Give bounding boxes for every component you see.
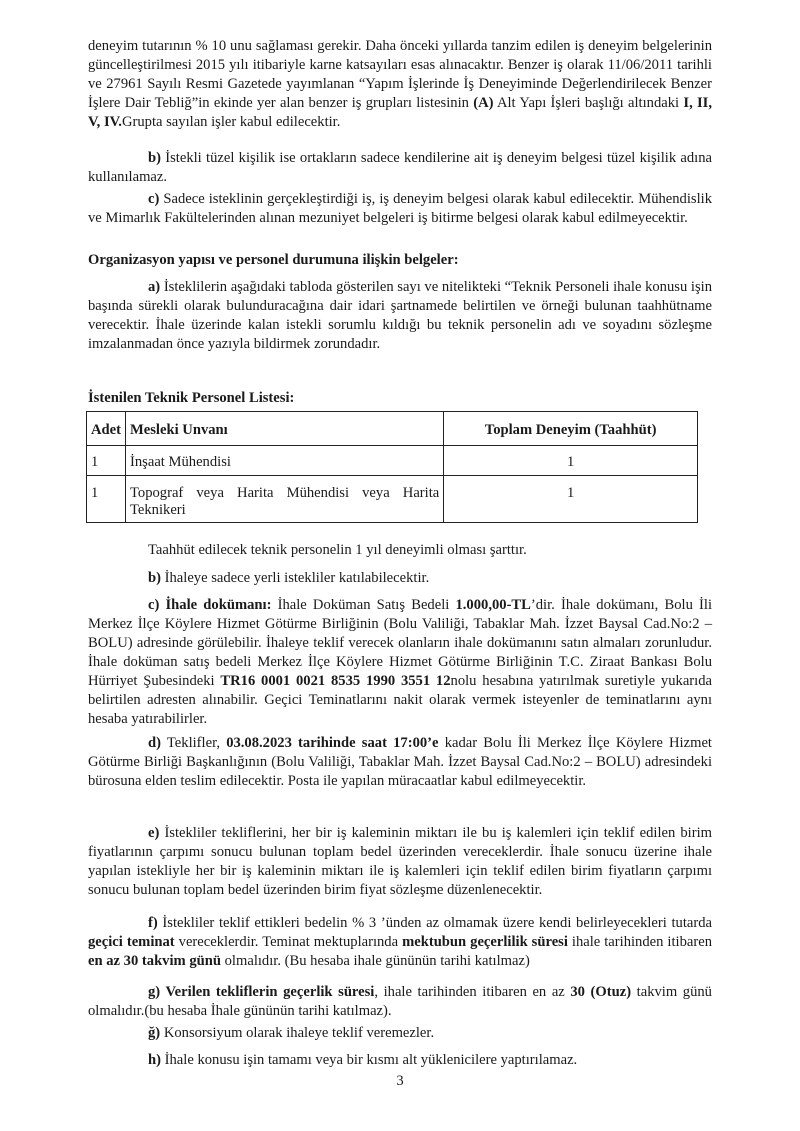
bold-text: mektubun geçerlilik süresi: [402, 934, 568, 950]
bold-text: (A): [473, 95, 494, 111]
section-heading-organization: Organizasyon yapısı ve personel durumuna ilişkin belgeler:: [88, 252, 459, 268]
paragraph-b-domestic: [88, 569, 712, 588]
text: İstekli tüzel kişilik ise ortakların sadece kendilerine ait iş deneyim belgesi tüzel kişilik adına kullanılamaz.: [88, 150, 712, 185]
text: ihale tarihinden itibaren: [567, 934, 712, 950]
item-marker: b): [148, 150, 161, 166]
text: Grupta sayılan işler kabul edilecektir.: [121, 114, 341, 130]
text: Teklifler,: [160, 735, 227, 751]
text: Alt Yapı İşleri başlığı altındaki: [493, 95, 684, 111]
item-marker: c): [148, 191, 160, 207]
bold-text: 03.08.2023 tarihinde saat 17:00’e: [226, 735, 439, 751]
paragraph-h-subcontract: [88, 1051, 712, 1070]
text: İstekliler tekliflerini, her bir iş kaleminin miktarı ile bu iş kalemleri için teklif edilen birim fiyatlarının çarpımı sonucu bulunan toplam bedel üzerinden vereceklerdir. İhale sonucu üzerine ihale yapılan istekliyle her bir iş kaleminin miktarı ile iş kalemleri için teklif edilen birim fiyatların çarpımı sonucu bulunan toplam bedel üzerinden birim fiyat sözleşme düzenlenecektir.: [88, 825, 712, 898]
paragraph-f-guarantee: [88, 914, 712, 971]
section-heading-personnel-list: İstenilen Teknik Personel Listesi:: [88, 390, 295, 406]
item-marker: h): [148, 1052, 161, 1068]
table-row: [87, 446, 698, 476]
text: olmalıdır. (Bu hesaba ihale gününün tarihi katılmaz): [220, 953, 530, 969]
text: Sadece isteklinin gerçekleştirdiği iş, iş deneyim belgesi olarak kabul edilecektir. Mühendislik ve Mimarlık Fakültelerinden alınan mezuniyet belgeleri iş bitirme belgesi olarak kabul edilmeyecektir.: [88, 191, 712, 226]
paragraph-d-submission: [88, 734, 712, 791]
paragraph-e-unit-price: [88, 824, 712, 900]
item-marker: f): [148, 915, 158, 931]
table-header-row: [87, 412, 698, 446]
item-marker: c) İhale dokümanı:: [148, 597, 272, 613]
text: kadar Bolu İli Merkez İlçe Köylere Hizmet Götürme Birliği Başkanlığının (Bolu Valiliği, Tabaklar Mah. İzzet Baysal Cad.No:2 – BOLU) adresindeki bürosuna elden teslim edilecektir. Posta ile yapılan müracaatlar kabul edilmeyecektir.: [88, 735, 712, 789]
text: vereceklerdir. Teminat mektuplarında: [174, 934, 403, 950]
bold-text: I, II, V, IV.: [88, 95, 713, 130]
paragraph-g-validity: [88, 983, 712, 1021]
header-toplam-deneyim: Toplam Deneyim (Taahhüt): [444, 412, 698, 446]
bold-text: 1.000,00-TL: [455, 597, 531, 613]
bold-text: en az 30 takvim günü: [88, 953, 221, 969]
paragraph-similar-work: [88, 37, 712, 132]
text: nolu hesabına yatırılmak suretiyle yukarıda belirtilen adresten alınabilir. Geçici Teminatlarını nakit olarak vermek isteyenler de teminatlarını aynı hesaba yatırabilirler.: [88, 673, 712, 727]
text: İhale Doküman Satış Bedeli: [271, 597, 456, 613]
paragraph-c-tender-document: [88, 596, 712, 729]
item-marker: b): [148, 570, 161, 586]
header-mesleki-unvani: Mesleki Unvanı: [126, 412, 444, 446]
paragraph-b-legal-entity: [88, 149, 712, 187]
cell-deneyim: 1: [444, 476, 698, 523]
text: İsteklilerin aşağıdaki tabloda gösterilen sayı ve nitelikteki “Teknik Personeli ihale konusu işin başında sürekli olarak bulunduracağına dair idari şartnamede belirtilen ve örneği bulunan taahhütname verecektir. İhale üzerinde kalan istekli sorumlu kıldığı bu teknik personelin adı ve soyadını sözleşme imzalanmadan önce yazıyla bildirmek zorundadır.: [88, 279, 712, 352]
personnel-table: [86, 411, 698, 523]
item-marker: d): [148, 735, 161, 751]
paragraph-c-experience: [88, 190, 712, 228]
paragraph-a-technical-staff: [88, 278, 712, 354]
bold-text: TR16 0001 0021 8535 1990 3551 12: [220, 673, 451, 689]
bold-text: 30 (Otuz): [570, 984, 632, 1000]
cell-adet: 1: [87, 446, 126, 476]
paragraph-experience-requirement: Taahhüt edilecek teknik personelin 1 yıl deneyimli olması şarttır.: [148, 542, 527, 558]
table-row: [87, 476, 698, 523]
page-number: 3: [396, 1073, 404, 1089]
text: İhaleye sadece yerli istekliler katılabilecektir.: [160, 570, 430, 586]
cell-unvan: Topograf veya Harita Mühendisi veya Harita Teknikeri: [126, 476, 444, 523]
cell-deneyim: 1: [444, 446, 698, 476]
text: ’dir. İhale dokümanı, Bolu İli Merkez İlçe Köylere Hizmet Götürme Birliğinin (Bolu Valiliği, Tabaklar Mah. İzzet Baysal Cad.No:2 – BOLU) adresinde görülebilir. İhaleye teklif verecek olanların ihale dokümanını satın almaları zorunludur. İhale doküman satış bedeli Merkez İlçe Köylere Hizmet Götürme Birliğinin T.C. Ziraat Bankası Bolu Hürriyet Şubesindeki: [88, 597, 713, 689]
cell-unvan: İnşaat Mühendisi: [126, 446, 444, 476]
item-marker: g) Verilen tekliflerin geçerlik süresi: [148, 984, 375, 1000]
paragraph-gh-consortium: [88, 1024, 712, 1043]
header-adet: Adet: [87, 412, 126, 446]
text: , ihale tarihinden itibaren en az: [374, 984, 571, 1000]
text: takvim günü olmalıdır.(bu hesaba İhale gününün tarihi katılmaz).: [88, 984, 712, 1019]
item-marker: ğ): [148, 1025, 161, 1041]
text: İhale konusu işin tamamı veya bir kısmı alt yüklenicilere yaptırılamaz.: [160, 1052, 578, 1068]
item-marker: a): [148, 279, 161, 295]
text: İstekliler teklif ettikleri bedelin % 3 ’ünden az olmamak üzere kendi belirleyecekleri tutarda: [157, 915, 712, 931]
text: Konsorsiyum olarak ihaleye teklif veremezler.: [160, 1025, 435, 1041]
text: deneyim tutarının % 10 unu sağlaması gerekir. Daha önceki yıllarda tanzim edilen iş deneyim belgelerinin güncelleştirilmesi 2015 yılı itibariyle karne katsayıları esas alınacaktır. Benzer iş olarak 11/06/2011 tarihli ve 27961 Sayılı Resmi Gazetede yayımlanan “Yapım İşlerinde İş Deneyiminde Değerlendirilecek Benzer İşlere Dair Tebliğ”in ekinde yer alan benzer iş grupları listesinin: [88, 38, 712, 111]
item-marker: e): [148, 825, 160, 841]
bold-text: geçici teminat: [88, 934, 175, 950]
cell-adet: 1: [87, 476, 126, 523]
